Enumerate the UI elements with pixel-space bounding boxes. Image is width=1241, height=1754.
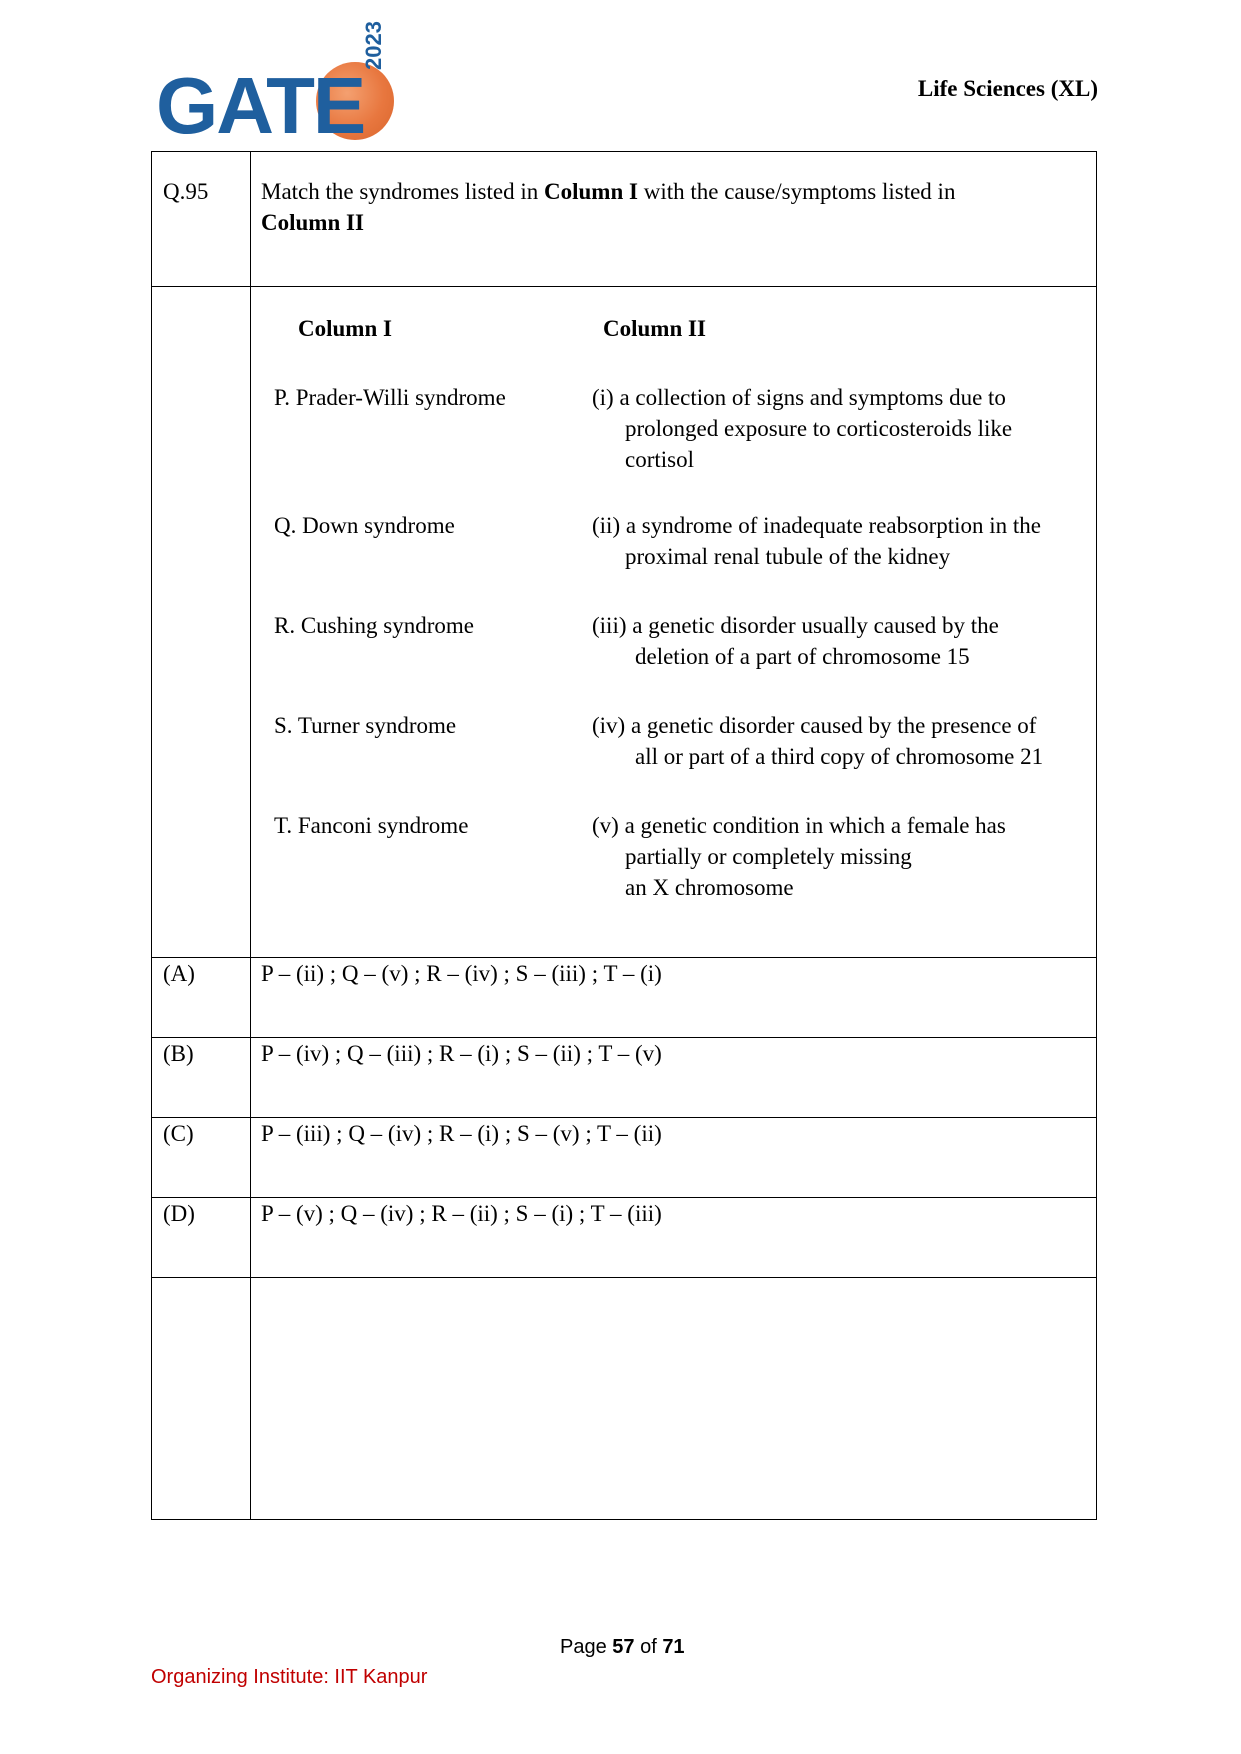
option-label: (C) [152, 1118, 251, 1198]
question-text-part1: Match the syndromes listed in [261, 179, 544, 204]
gate-2023-logo [156, 21, 401, 152]
page-total: 71 [662, 1636, 685, 1658]
question-text-part2: with the cause/symptoms listed in [637, 179, 956, 204]
pair-right-line: proximal renal tubule of the kidney [625, 544, 951, 569]
empty-cell [251, 1278, 1097, 1520]
logo-text: GATE [156, 61, 365, 150]
pair-right-line: all or part of a third copy of chromosome 21 [635, 744, 1044, 769]
match-pair [261, 610, 1085, 710]
match-pair [261, 810, 1085, 930]
pair-right-line: cortisol [625, 447, 694, 472]
question-bold-column2: Column II [261, 210, 364, 235]
option-text: P – (v) ; Q – (iv) ; R – (ii) ; S – (i) ; T – (iii) [251, 1198, 1097, 1278]
question-number: Q.95 [152, 152, 251, 287]
page-of: of [634, 1636, 663, 1658]
option-row[interactable] [152, 1118, 1097, 1198]
subject-title: Life Sciences (XL) [917, 76, 1098, 101]
logo-year: 2023 [361, 21, 386, 70]
question-row [152, 152, 1097, 287]
empty-row [152, 1278, 1097, 1520]
column-headings [261, 287, 1085, 382]
match-pair [261, 710, 1085, 810]
pair-right-line: (i) a collection of signs and symptoms due to [592, 385, 1006, 410]
pair-left: S. Turner syndrome [274, 713, 457, 738]
pair-right-line: partially or completely missing [625, 844, 912, 869]
pair-right [592, 510, 1102, 572]
columns-row [152, 287, 1097, 958]
option-text: P – (iii) ; Q – (iv) ; R – (i) ; S – (v) ; T – (ii) [251, 1118, 1097, 1198]
match-pair [261, 382, 1085, 510]
pair-right-line: deletion of a part of chromosome 15 [635, 644, 970, 669]
pair-right-line: (iv) a genetic disorder caused by the presence of [592, 713, 1037, 738]
pair-right-line: prolonged exposure to corticosteroids like [625, 416, 1013, 441]
option-row[interactable] [152, 1198, 1097, 1278]
pair-right-line: (ii) a syndrome of inadequate reabsorption in the [592, 513, 1041, 538]
option-text: P – (iv) ; Q – (iii) ; R – (i) ; S – (ii) ; T – (v) [251, 1038, 1097, 1118]
page-prefix: Page [560, 1636, 613, 1658]
question-bold-column1: Column I [544, 179, 638, 204]
pair-right [592, 710, 1102, 772]
pair-right-line: (v) a genetic condition in which a female has [592, 813, 1006, 838]
pair-left: Q. Down syndrome [274, 513, 455, 538]
pair-left: T. Fanconi syndrome [274, 813, 469, 838]
pair-right-line: (iii) a genetic disorder usually caused by the [592, 613, 999, 638]
option-row[interactable] [152, 1038, 1097, 1118]
columns-row-label [152, 287, 251, 958]
pair-right [592, 382, 1102, 475]
page-current: 57 [612, 1636, 635, 1658]
pair-left: P. Prader-Willi syndrome [274, 385, 506, 410]
page-number [560, 1636, 685, 1659]
option-label: (D) [152, 1198, 251, 1278]
pair-left: R. Cushing syndrome [274, 613, 474, 638]
question-text [251, 152, 1097, 287]
pair-right [592, 610, 1102, 672]
match-pair [261, 510, 1085, 610]
option-label: (A) [152, 958, 251, 1038]
column1-heading: Column I [298, 316, 392, 341]
pair-right-line: an X chromosome [625, 875, 794, 900]
option-label: (B) [152, 1038, 251, 1118]
column2-heading: Column II [603, 316, 706, 341]
organizing-institute: Organizing Institute: IIT Kanpur [151, 1666, 428, 1688]
question-table [151, 151, 1097, 1520]
empty-cell [152, 1278, 251, 1520]
option-row[interactable] [152, 958, 1097, 1038]
pair-right [592, 810, 1102, 903]
match-columns [251, 287, 1097, 958]
option-text: P – (ii) ; Q – (v) ; R – (iv) ; S – (iii) ; T – (i) [251, 958, 1097, 1038]
